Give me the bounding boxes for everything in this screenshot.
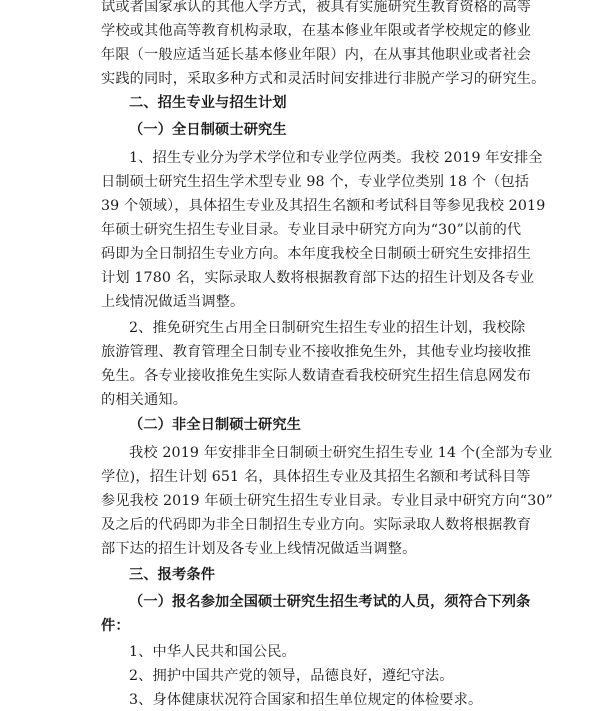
parttime-para-line-5: 部下达的招生计划及各专业上线情况做适当调整。 [101, 541, 417, 557]
subsection-heading-fulltime: （一）全日制硕士研究生 [129, 122, 287, 138]
parttime-para-line-3: 参见我校 2019 年硕士研究生招生专业目录。专业目录中研究方向“30” [101, 493, 553, 509]
fulltime-para1-line-2: 日制硕士研究生招生学术型专业 98 个，专业学位类别 18 个（包括 [101, 174, 530, 190]
parttime-para-line-2: 学位)，招生计划 651 名，具体招生专业及其招生名额和考试科目等 [101, 469, 531, 485]
fulltime-para1-line-7: 上线情况做适当调整。 [101, 294, 245, 310]
eligibility-item-3: 3、身体健康状况符合国家和招生单位规定的体检要求。 [129, 692, 483, 708]
fulltime-para2-line-1: 2、推免研究生占用全日制研究生招生专业的招生计划，我校除 [129, 320, 526, 336]
eligibility-item-2: 2、拥护中国共产党的领导，品德良好，遵纪守法。 [129, 668, 454, 684]
fulltime-para1-line-3: 39 个领域），具体招生专业及其招生名额和考试科目等参见我校 2019 [101, 198, 546, 214]
subsection-heading-eligibility-line-2: 件： [101, 618, 130, 634]
fulltime-para2-line-2: 旅游管理、教育管理全日制专业不接收推免生外，其他专业均接收推 [101, 344, 532, 360]
intro-line-2: 学校或其他高等教育机构录取，在基本修业年限或者学校规定的修业 [101, 23, 532, 39]
intro-line-3: 年限（一般应适当延长基本修业年限）内，在从事其他职业或者社会 [101, 47, 532, 63]
parttime-para-line-4: 及之后的代码即为非全日制招生专业方向。实际录取人数将根据教育 [101, 517, 532, 533]
fulltime-para2-line-4: 的相关通知。 [101, 392, 188, 408]
eligibility-item-1: 1、中华人民共和国公民。 [129, 644, 296, 660]
fulltime-para1-line-4: 年硕士研究生招生专业目录。专业目录中研究方向为“30”以前的代 [101, 222, 522, 238]
section-heading-2: 二、招生专业与招生计划 [129, 95, 287, 111]
section-heading-3: 三、报考条件 [129, 567, 216, 583]
intro-line-1: 试或者国家承认的其他入学方式，被具有实施研究生教育资格的高等 [101, 0, 532, 15]
fulltime-para1-line-5: 码即为全日制招生专业方向。本年度我校全日制硕士研究生安排招生 [101, 246, 532, 262]
subsection-heading-eligibility-line-1: （一）报名参加全国硕士研究生招生考试的人员，须符合下列条 [129, 594, 531, 610]
parttime-para-line-1: 我校 2019 年安排非全日制硕士研究生招生专业 14 个(全部为专业 [129, 445, 553, 461]
subsection-heading-parttime: （二）非全日制硕士研究生 [129, 417, 302, 433]
fulltime-para1-line-1: 1、招生专业分为学术学位和专业学位两类。我校 2019 年安排全 [129, 150, 543, 166]
fulltime-para1-line-6: 计划 1780 名，实际录取人数将根据教育部下达的招生计划及各专业 [101, 270, 535, 286]
intro-line-4: 实践的同时，采取多种方式和灵活时间安排进行非脱产学习的研究生。 [101, 71, 546, 87]
fulltime-para2-line-3: 免生。各专业接收推免生实际人数请查看我校研究生招生信息网发布 [101, 368, 532, 384]
